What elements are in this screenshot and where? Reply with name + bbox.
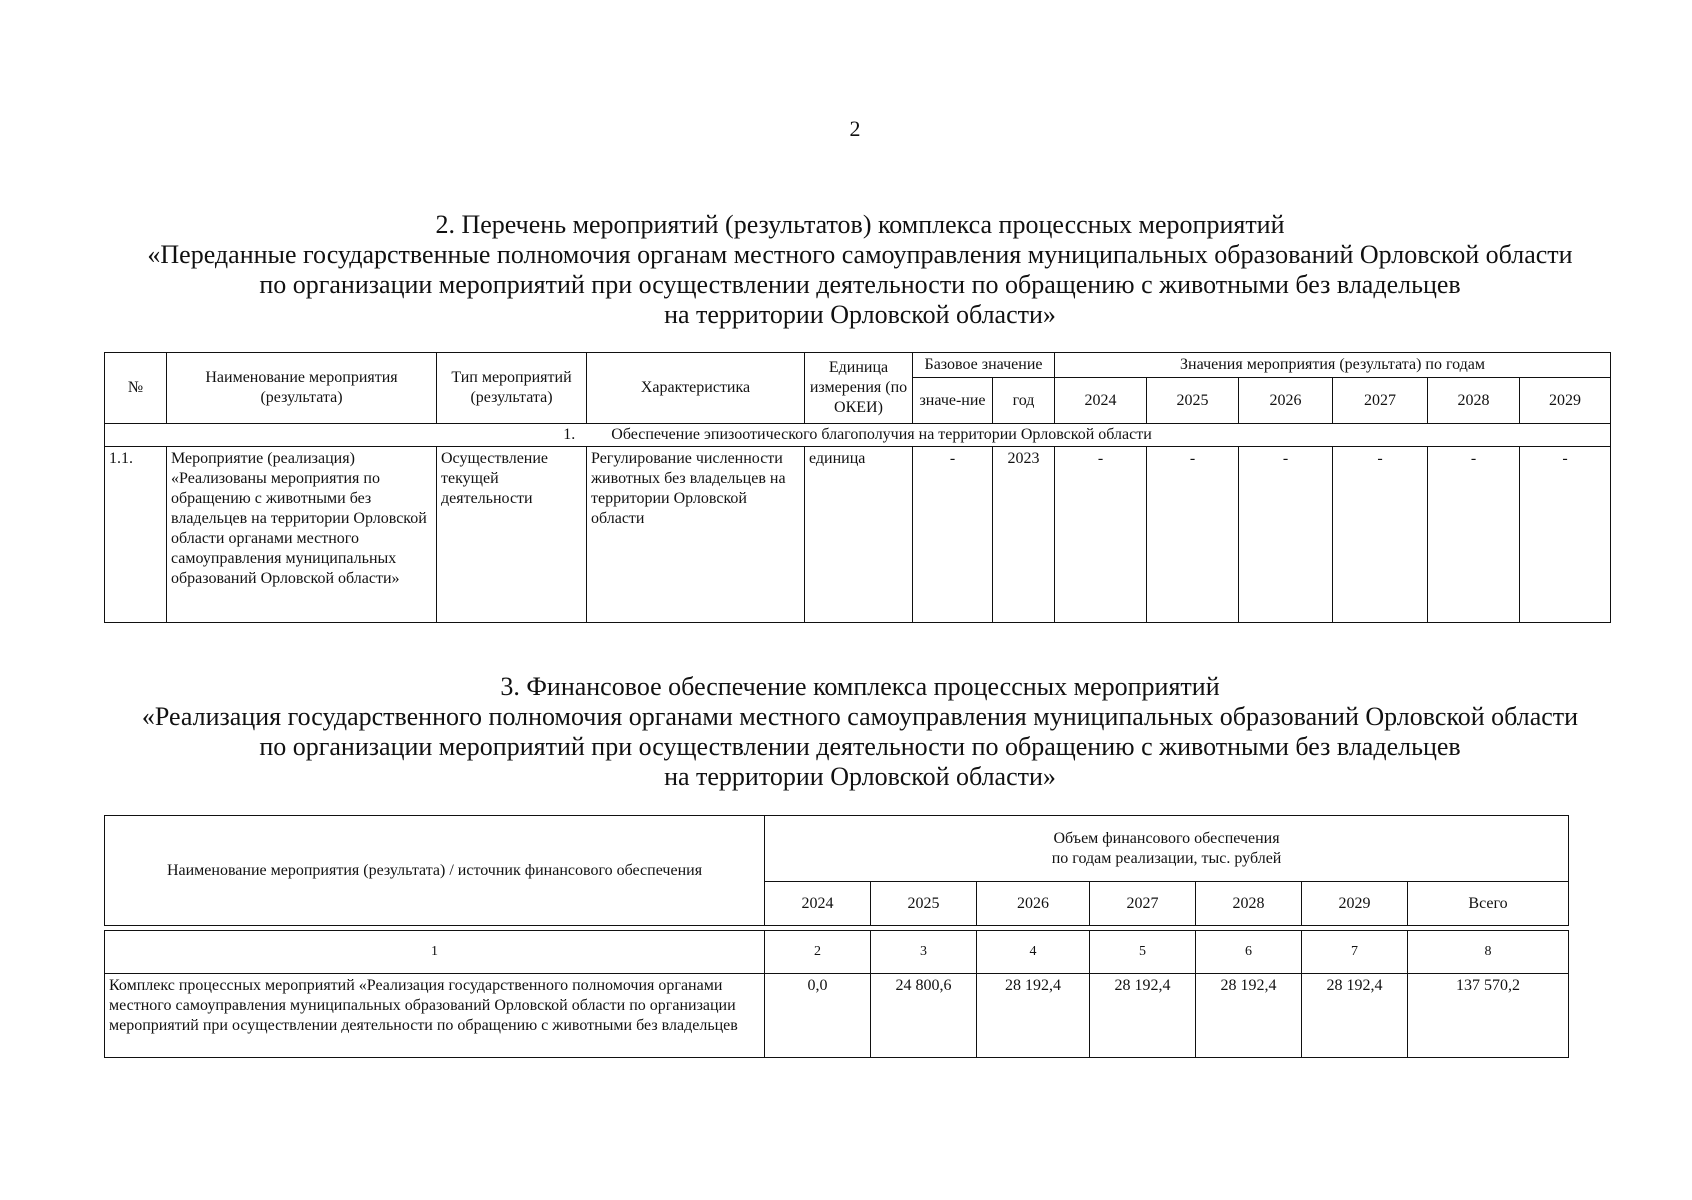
fin-header-total: Всего (1408, 882, 1569, 926)
index-cell: 6 (1196, 931, 1302, 974)
fin-header-volume-line: Объем финансового обеспечения (1053, 829, 1280, 847)
fin-row-value: 24 800,6 (871, 974, 977, 1058)
col-header-year: 2029 (1520, 378, 1611, 424)
index-cell: 1 (105, 931, 765, 974)
col-header-base-value: значе-ние (913, 378, 993, 424)
section3-title-line: 3. Финансовое обеспечение комплекса процессных мероприятий (500, 672, 1220, 701)
col-header-year: 2028 (1428, 378, 1520, 424)
financing-table (104, 815, 1569, 1058)
section2-title-line: по организации мероприятий при осуществлении деятельности по обращению с животными без владельцев (259, 270, 1461, 299)
row-name: Мероприятие (реализация) «Реализованы мероприятия по обращению с животными без владельцев на территории Орловской области органами местного самоуправления муниципальных образований Орловской области» (167, 447, 437, 623)
row-characteristic: Регулирование численности животных без владельцев на территории Орловской области (587, 447, 805, 623)
section-row-title: Обеспечение эпизоотического благополучия на территории Орловской области (611, 426, 1152, 443)
section2-title-line: 2. Перечень мероприятий (результатов) комплекса процессных мероприятий (435, 210, 1285, 239)
fin-header-volume-line: по годам реализации, тыс. рублей (1051, 849, 1282, 867)
fin-header-year: 2025 (871, 882, 977, 926)
measures-table (104, 352, 1611, 623)
col-header-base-year: год (993, 378, 1055, 424)
col-header-num: № (105, 353, 167, 424)
section-row-number: 1. (563, 426, 576, 443)
row-base-value: - (913, 447, 993, 623)
row-unit: единица (805, 447, 913, 623)
index-cell: 2 (765, 931, 871, 974)
row-year-value: - (1239, 447, 1333, 623)
fin-header-year: 2026 (977, 882, 1090, 926)
fin-row-total: 137 570,2 (1408, 974, 1569, 1058)
col-header-values-by-year: Значения мероприятия (результата) по годам (1055, 353, 1611, 378)
col-header-year: 2025 (1147, 378, 1239, 424)
page-number: 2 (849, 116, 861, 141)
col-header-year: 2024 (1055, 378, 1147, 424)
fin-header-year: 2027 (1090, 882, 1196, 926)
fin-row-value: 0,0 (765, 974, 871, 1058)
index-cell: 4 (977, 931, 1090, 974)
col-header-base: Базовое значение (913, 353, 1055, 378)
row-base-year: 2023 (993, 447, 1055, 623)
row-year-value: - (1147, 447, 1239, 623)
index-cell: 7 (1302, 931, 1408, 974)
fin-row-value: 28 192,4 (1090, 974, 1196, 1058)
fin-row-name: Комплекс процессных мероприятий «Реализация государственного полномочия органами местного самоуправления муниципальных образований Орловской области по организации мероприятий при осуществлении деятельности по обращению с животными без владельцев (105, 974, 765, 1058)
index-cell: 8 (1408, 931, 1569, 974)
fin-header-year: 2028 (1196, 882, 1302, 926)
section2-title-line: на территории Орловской области» (664, 300, 1056, 329)
table-row (105, 974, 1569, 1058)
fin-row-value: 28 192,4 (1196, 974, 1302, 1058)
col-header-type: Тип мероприятий (результата) (437, 353, 587, 424)
row-year-value: - (1333, 447, 1428, 623)
col-header-year: 2026 (1239, 378, 1333, 424)
row-year-value: - (1055, 447, 1147, 623)
section2-title-line: «Переданные государственные полномочия органам местного самоуправления муниципальных образований Орловской области (147, 240, 1573, 269)
col-header-year: 2027 (1333, 378, 1428, 424)
section-row (105, 424, 1611, 447)
col-header-name: Наименование мероприятия (результата) (167, 353, 437, 424)
fin-row-value: 28 192,4 (1302, 974, 1408, 1058)
fin-row-value: 28 192,4 (977, 974, 1090, 1058)
section3-title-line: «Реализация государственного полномочия органами местного самоуправления муниципальных образований Орловской области (141, 702, 1579, 731)
row-year-value: - (1520, 447, 1611, 623)
section3-title-line: на территории Орловской области» (664, 762, 1056, 791)
section3-title-line: по организации мероприятий при осуществлении деятельности по обращению с животными без владельцев (259, 732, 1461, 761)
row-year-value: - (1428, 447, 1520, 623)
index-cell: 3 (871, 931, 977, 974)
row-type: Осуществление текущей деятельности (437, 447, 587, 623)
index-cell: 5 (1090, 931, 1196, 974)
col-header-characteristic: Характеристика (587, 353, 805, 424)
index-row (105, 931, 1569, 974)
col-header-unit: Единица измерения (по ОКЕИ) (805, 353, 913, 424)
fin-header-volume (765, 816, 1569, 882)
section2-title (0, 210, 1692, 330)
fin-header-name: Наименование мероприятия (результата) / источник финансового обеспечения (105, 816, 765, 926)
section3-title (0, 672, 1692, 792)
fin-header-year: 2029 (1302, 882, 1408, 926)
fin-header-year: 2024 (765, 882, 871, 926)
section-row-cell (105, 424, 1611, 447)
table-row (105, 447, 1611, 623)
row-num: 1.1. (105, 447, 167, 623)
